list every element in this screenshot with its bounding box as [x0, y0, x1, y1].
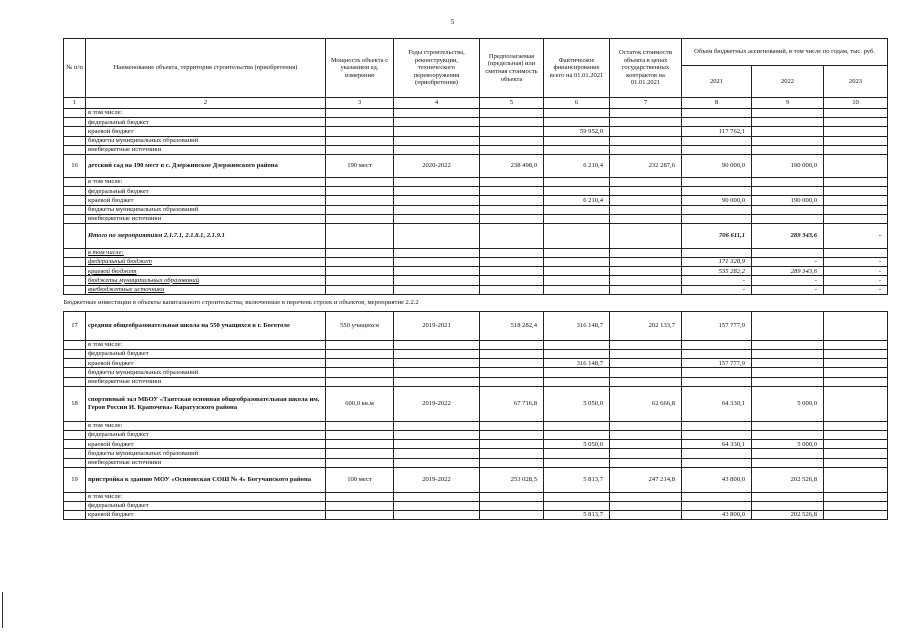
row-label: внебюджетные источники [86, 377, 326, 386]
row-label: в том числе: [86, 421, 326, 430]
col-number: 7 [610, 98, 682, 109]
table-row [64, 501, 888, 510]
table-row [64, 127, 888, 136]
table-row [64, 258, 888, 267]
header-budget: Объем бюджетных ассигнований, в том числе по годам, тыс. руб. [682, 39, 888, 66]
object-rest: 202 133,7 [610, 311, 682, 340]
object-fact: 5 813,7 [544, 467, 610, 492]
col-number: 1 [64, 98, 86, 109]
header-row [64, 39, 888, 66]
row-label: федеральный бюджет [86, 258, 326, 267]
table-row [64, 285, 888, 294]
cell-value: - [824, 285, 888, 294]
table-row [64, 196, 888, 205]
col-number: 10 [824, 98, 888, 109]
table-row [64, 136, 888, 145]
cell-value: - [824, 258, 888, 267]
row-label: краевой бюджет [86, 511, 326, 520]
header-col-name: Наименование объекта, территория строительства (приобретения) [86, 39, 326, 98]
total-2021: 706 611,1 [682, 223, 752, 248]
row-label: бюджеты муниципальных образований [86, 368, 326, 377]
column-numbers-row [64, 98, 888, 109]
row-label: краевой бюджет [86, 196, 326, 205]
cell-value: 6 210,4 [544, 196, 610, 205]
col-number: 4 [394, 98, 480, 109]
total-label: Итого по мероприятиям 2.1.7.1, 2.1.8.1, 2.1.9.1 [86, 223, 326, 248]
cell-value: 43 800,0 [682, 511, 752, 520]
row-label: бюджеты муниципальных образований [86, 449, 326, 458]
table-row [64, 377, 888, 386]
table-row [64, 205, 888, 214]
row-label: внебюджетные источники [86, 458, 326, 467]
total-2022: 289 343,6 [752, 223, 824, 248]
section-title: Бюджетные инвестиции в объекты капитального строительства, включенные в перечень строек и объектов, мероприятие 2.2.2 [64, 294, 888, 311]
cell-value: 316 148,7 [544, 359, 610, 368]
cell-value: 117 762,1 [682, 127, 752, 136]
table-row [64, 214, 888, 223]
object-fact: 316 148,7 [544, 311, 610, 340]
object-2022: 202 526,8 [752, 467, 824, 492]
scan-edge-mark [2, 592, 3, 628]
row-label: в том числе: [86, 492, 326, 501]
cell-value: 90 000,0 [682, 196, 752, 205]
object-years: 2019-2021 [394, 311, 480, 340]
object-cost: 238 498,0 [480, 154, 544, 177]
cell-value: 64 330,1 [682, 440, 752, 449]
object-2022: 5 000,0 [752, 386, 824, 421]
col-number: 6 [544, 98, 610, 109]
table-row [64, 177, 888, 186]
row-label: бюджеты муниципальных образований [86, 276, 326, 285]
table-row [64, 248, 888, 257]
cell-value: - [824, 276, 888, 285]
cell-value: - [752, 276, 824, 285]
cell-value: 5 000,0 [752, 440, 824, 449]
row-label: федеральный бюджет [86, 501, 326, 510]
object-years: 2019-2022 [394, 467, 480, 492]
table-row [64, 511, 888, 520]
object-2021: 64 330,1 [682, 386, 752, 421]
object-2021: 43 800,0 [682, 467, 752, 492]
object-cost: 253 028,5 [480, 467, 544, 492]
cell-value: - [682, 276, 752, 285]
object-rest: 247 214,8 [610, 467, 682, 492]
row-label: внебюджетные источники [86, 145, 326, 154]
object-cost: 67 716,8 [480, 386, 544, 421]
table-row [64, 430, 888, 439]
total-2023: - [824, 223, 888, 248]
table-row [64, 267, 888, 276]
object-name: пристройка к зданию МОУ «Осиновская СОШ № 4» Богучанского района [86, 467, 326, 492]
col-number: 2 [86, 98, 326, 109]
row-label: в том числе: [86, 248, 326, 257]
row-label: в том числе: [86, 109, 326, 118]
cell-value: - [682, 285, 752, 294]
header-2023: 2023 [824, 66, 888, 98]
row-label: федеральный бюджет [86, 187, 326, 196]
header-col-capacity: Мощность объекта с указанием ед. измерения [326, 39, 394, 98]
object-years: 2019-2022 [394, 386, 480, 421]
page-number: 5 [450, 18, 455, 26]
row-label: бюджеты муниципальных образований [86, 205, 326, 214]
header-col-num: № п/п [64, 39, 86, 98]
table-row [64, 458, 888, 467]
object-number: 17 [64, 311, 86, 340]
object-name: спортивный зал МБОУ «Таятская основная общеобразовательная школа им. Героя России И. Крапочева» Каратузского района [86, 386, 326, 421]
cell-value: 59 952,0 [544, 127, 610, 136]
object-row-16 [64, 154, 888, 177]
col-number: 5 [480, 98, 544, 109]
object-number: 19 [64, 467, 86, 492]
table-row [64, 340, 888, 349]
cell-value: 5 813,7 [544, 511, 610, 520]
table-row [64, 276, 888, 285]
table-row [64, 421, 888, 430]
object-fact: 5 050,0 [544, 386, 610, 421]
header-col-rest: Остаток стоимости объекта в ценах государственных контрактов на 01.01.2021 [610, 39, 682, 98]
cell-value: 190 000,0 [752, 196, 824, 205]
row-label: бюджеты муниципальных образований [86, 136, 326, 145]
cell-value: - [824, 267, 888, 276]
table-row [64, 492, 888, 501]
header-col-fact: Фактическое финансирование всего на 01.01.2021 [544, 39, 610, 98]
table-row [64, 368, 888, 377]
cell-value: 535 282,2 [682, 267, 752, 276]
row-label: федеральный бюджет [86, 118, 326, 127]
object-capacity: 600,0 кв.м [326, 386, 394, 421]
object-row-18 [64, 386, 888, 421]
object-years: 2020-2022 [394, 154, 480, 177]
cell-value: 289 343,6 [752, 267, 824, 276]
col-number: 9 [752, 98, 824, 109]
header-2021: 2021 [682, 66, 752, 98]
row-label: в том числе: [86, 177, 326, 186]
object-cost: 518 282,4 [480, 311, 544, 340]
budget-table [63, 38, 888, 520]
object-2021: 90 000,0 [682, 154, 752, 177]
header-col-cost: Предполагаемая (предельная) или сметная стоимость объекта [480, 39, 544, 98]
object-row-19 [64, 467, 888, 492]
cell-value: 5 050,0 [544, 440, 610, 449]
row-label: краевой бюджет [86, 267, 326, 276]
object-2022: 190 000,0 [752, 154, 824, 177]
table-row [64, 359, 888, 368]
object-capacity: 550 учащихся [326, 311, 394, 340]
total-row [64, 223, 888, 248]
object-number: 18 [64, 386, 86, 421]
row-label: федеральный бюджет [86, 350, 326, 359]
row-label: внебюджетные источники [86, 214, 326, 223]
object-row-17 [64, 311, 888, 340]
row-label: внебюджетные источники [86, 285, 326, 294]
cell-value: 171 328,9 [682, 258, 752, 267]
table-row [64, 109, 888, 118]
object-rest: 62 666,8 [610, 386, 682, 421]
object-capacity: 100 мест [326, 467, 394, 492]
object-rest: 232 287,6 [610, 154, 682, 177]
table-row [64, 440, 888, 449]
row-label: краевой бюджет [86, 127, 326, 136]
table-row [64, 118, 888, 127]
object-fact: 6 210,4 [544, 154, 610, 177]
object-2021: 157 777,9 [682, 311, 752, 340]
object-name: средняя общеобразовательная школа на 550 учащихся в г. Боготоле [86, 311, 326, 340]
section-row [64, 294, 888, 311]
col-number: 8 [682, 98, 752, 109]
header-2022: 2022 [752, 66, 824, 98]
row-label: краевой бюджет [86, 359, 326, 368]
cell-value: - [752, 258, 824, 267]
object-capacity: 190 мест [326, 154, 394, 177]
row-label: краевой бюджет [86, 440, 326, 449]
table-row [64, 350, 888, 359]
cell-value: 157 777,9 [682, 359, 752, 368]
table-row [64, 449, 888, 458]
col-number: 3 [326, 98, 394, 109]
row-label: федеральный бюджет [86, 430, 326, 439]
row-label: в том числе: [86, 340, 326, 349]
object-number: 16 [64, 154, 86, 177]
object-name: детский сад на 190 мест в с. Дзержинское Дзержинского района [86, 154, 326, 177]
cell-value: 202 526,8 [752, 511, 824, 520]
table-row [64, 145, 888, 154]
cell-value: - [752, 285, 824, 294]
table-row [64, 187, 888, 196]
header-col-years: Годы строительства, реконструкции, технического перевооружения (приобретения) [394, 39, 480, 98]
